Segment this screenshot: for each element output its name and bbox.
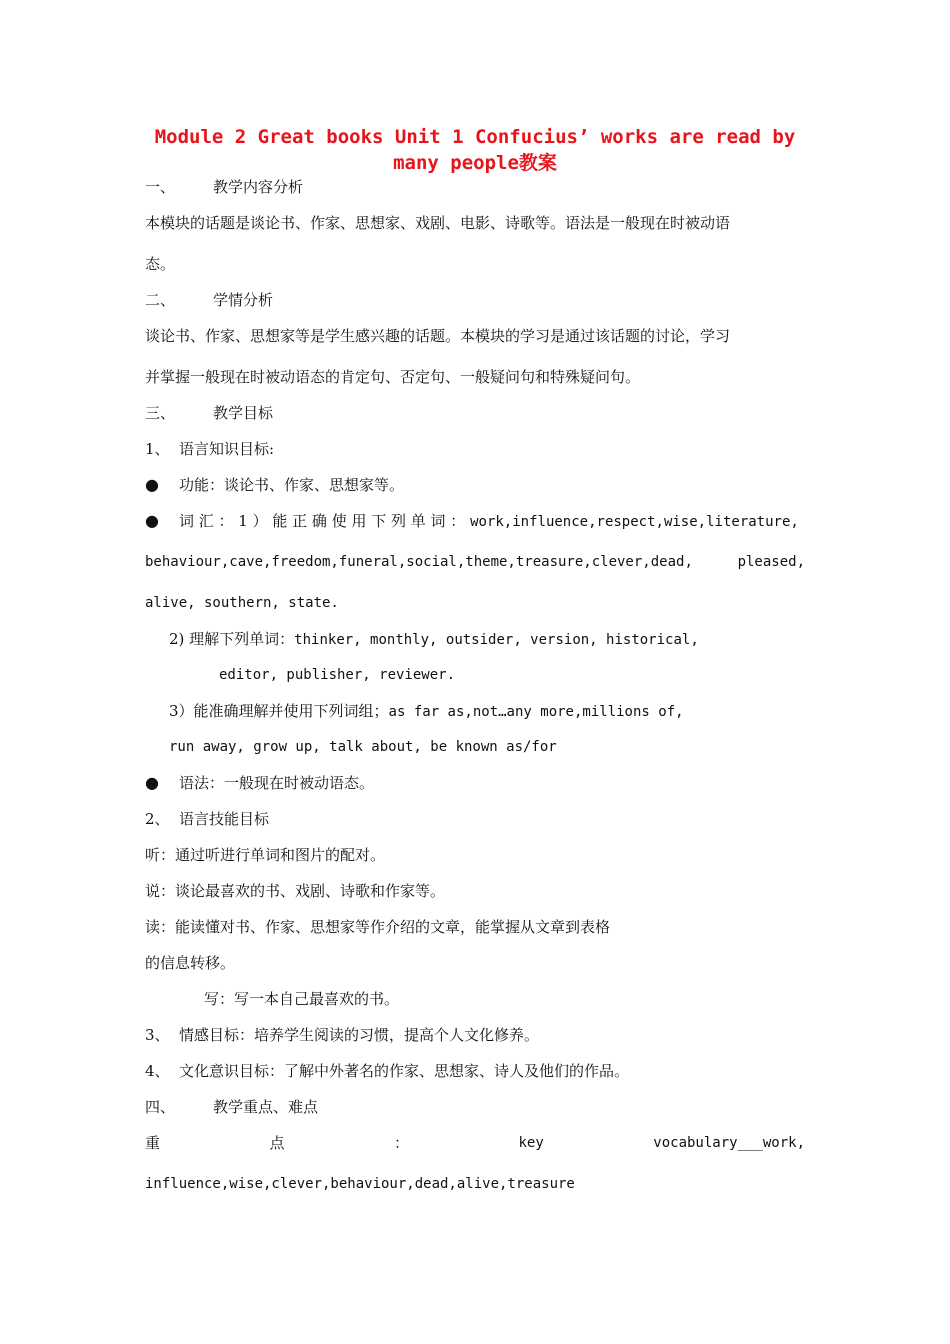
key-part: ：	[394, 1134, 410, 1152]
goal-number: 4、	[145, 1062, 170, 1080]
section-number: 一、	[145, 178, 176, 196]
bullet-item-vocab	[145, 511, 799, 532]
section-number: 四、	[145, 1098, 176, 1116]
title-line-2	[145, 150, 805, 176]
vocab-3-line-2: run away, grow up, talk about, be known as/for	[169, 739, 557, 755]
section-heading-4	[145, 1097, 318, 1117]
vocab-3-cn: 3）能准确理解并使用下列词组；	[169, 702, 389, 720]
goal-label: 语言知识目标:	[179, 440, 275, 458]
goal-number: 2、	[145, 810, 170, 828]
bullet-item-function	[145, 475, 404, 495]
goal-number: 1、	[145, 440, 170, 458]
vocab-line-3: alive, southern, state.	[145, 595, 339, 611]
key-part: 重	[145, 1134, 161, 1152]
bullet-text: 功能：谈论书、作家、思想家等。	[179, 476, 405, 494]
paragraph-line: 态。	[145, 255, 176, 273]
bullet-icon: ●	[145, 475, 159, 494]
key-part: 点	[269, 1134, 285, 1152]
bullet-icon: ●	[145, 511, 159, 530]
paragraph-line: 并掌握一般现在时被动语态的肯定句、否定句、一般疑问句和特殊疑问句。	[145, 368, 641, 386]
bullet-text: 语法：一般现在时被动语态。	[179, 774, 375, 792]
section-number: 三、	[145, 404, 176, 422]
vocab-line-2	[145, 552, 805, 572]
vocab-3-en: as far as,not…any more,millions of,	[388, 704, 684, 720]
paragraph-line: 本模块的话题是谈论书、作家、思想家、戏剧、电影、诗歌等。语法是一般现在时被动语	[145, 214, 731, 232]
section-heading-1	[145, 177, 303, 197]
skill-read-continued: 的信息转移。	[145, 954, 236, 972]
vocab-2-en: thinker, monthly, outsider, version, historical,	[294, 632, 699, 648]
section-label: 教学重点、难点	[213, 1098, 319, 1116]
bullet-text-en: work,influence,respect,wise,literature,	[470, 514, 799, 530]
bullet-text-cn: 词 汇 ： 1 ） 能 正 确 使 用 下 列 单 词 ：	[179, 512, 466, 530]
vocab-3-line	[169, 701, 684, 722]
section-label: 教学内容分析	[213, 178, 304, 196]
section-label: 教学目标	[213, 404, 274, 422]
document-title	[145, 124, 805, 176]
goal-label: 情感目标：培养学生阅读的习惯，提高个人文化修养。	[179, 1026, 540, 1044]
vocab-2-line-2: editor, publisher, reviewer.	[219, 667, 456, 683]
title-line-2-en: many people	[393, 152, 519, 174]
vocab-line-2-left: behaviour,cave,freedom,funeral,social,theme,treasure,clever,dead,	[145, 554, 693, 570]
goal-heading-4	[145, 1061, 629, 1081]
skill-read: 读：能读懂对书、作家、思想家等作介绍的文章，能掌握从文章到表格	[145, 918, 611, 936]
title-line-2-cn: 教案	[518, 152, 557, 174]
skill-listen: 听：通过听进行单词和图片的配对。	[145, 846, 386, 864]
key-points-line-2: influence,wise,clever,behaviour,dead,alive,treasure	[145, 1176, 575, 1192]
goal-heading-3	[145, 1025, 539, 1045]
bullet-icon: ●	[145, 773, 159, 792]
section-heading-3	[145, 403, 273, 423]
key-part: vocabulary___work,	[653, 1135, 805, 1151]
vocab-line-2-right: pleased,	[737, 554, 805, 570]
section-heading-2	[145, 290, 273, 310]
section-label: 学情分析	[213, 291, 274, 309]
goal-label: 语言技能目标	[179, 810, 270, 828]
title-line-1: Module 2 Great books Unit 1 Confucius’ works are read by	[154, 126, 796, 148]
goal-label: 文化意识目标：了解中外著名的作家、思想家、诗人及他们的作品。	[179, 1062, 630, 1080]
goal-heading-1	[145, 439, 274, 459]
goal-heading-2	[145, 809, 269, 829]
skill-speak: 说：谈论最喜欢的书、戏剧、诗歌和作家等。	[145, 882, 446, 900]
vocab-2-cn: 2) 理解下列单词：	[169, 630, 295, 648]
vocab-2-line	[169, 629, 699, 650]
paragraph-line: 谈论书、作家、思想家等是学生感兴趣的话题。本模块的学习是通过该话题的讨论，学习	[145, 327, 731, 345]
section-number: 二、	[145, 291, 176, 309]
skill-write: 写：写一本自己最喜欢的书。	[204, 990, 400, 1008]
key-part: key	[518, 1135, 544, 1151]
goal-number: 3、	[145, 1026, 170, 1044]
key-points-line	[145, 1133, 805, 1153]
bullet-item-grammar	[145, 773, 374, 793]
